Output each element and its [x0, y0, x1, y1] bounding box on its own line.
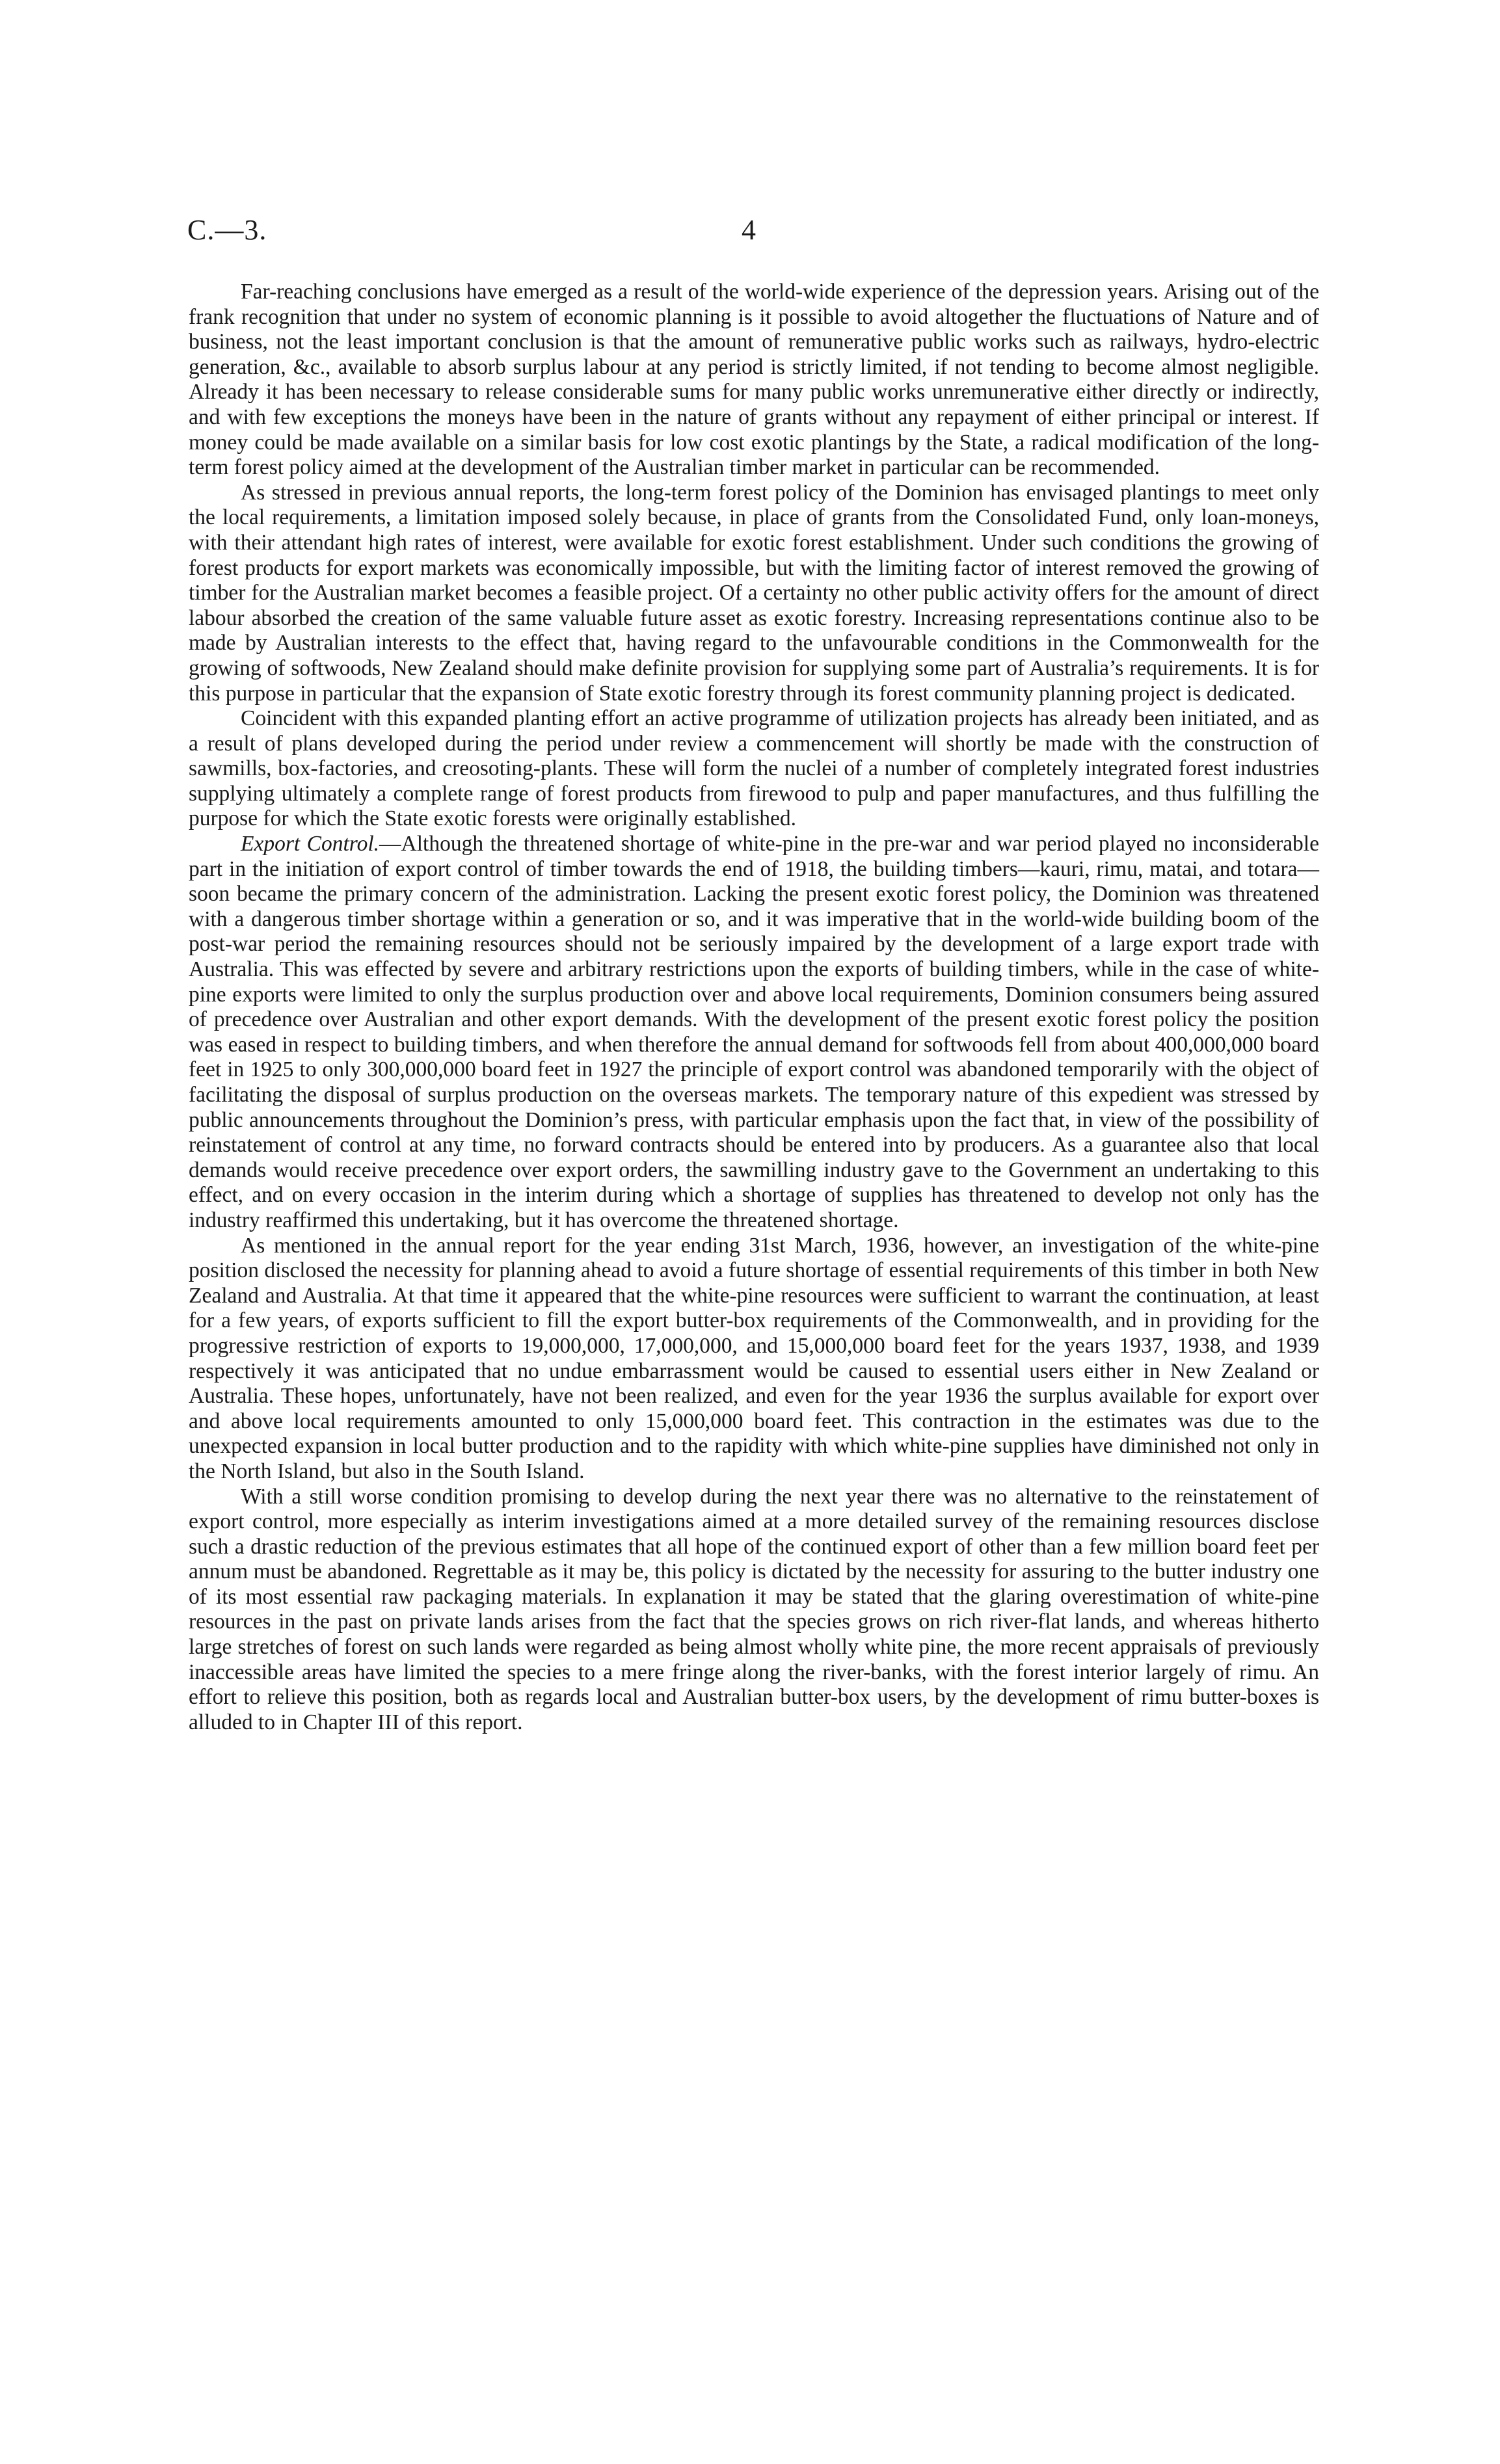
- paragraph-text: With a still worse condition promising to develop during the next year there was no alternative to the reinstatement of export control, more especially as interim investigations aimed at a more detailed survey of the remaining resources disclose such a drastic reduction of the previous estimates that all hope of the continued export of other than a few million board feet per annum must be abandoned. Regrettable as it may be, this policy is dictated by the necessity for assuring to the butter industry one of its most essential raw packaging materials. In explanation it may be stated that the glaring overestimation of white-pine resources in the past on private lands arises from the fact that the species grows on rich river-flat lands, and whereas hitherto large stretches of forest on such lands were regarded as being almost wholly white pine, the more recent appraisals of previously inaccessible areas have limited the species to a mere fringe along the river-banks, with the forest interior largely of rimu. An effort to relieve this position, both as regards local and Australian butter-box users, by the development of rimu butter-boxes is alluded to in Chapter III of this report.: [189, 1484, 1319, 1734]
- body-text: [189, 280, 1319, 1735]
- paragraph-export-control: [189, 832, 1319, 1234]
- paragraph-white-pine-position: [189, 1234, 1319, 1485]
- paragraph-utilization-projects: [189, 706, 1319, 832]
- side-heading: Export Control.: [241, 832, 380, 856]
- page-number: 4: [742, 214, 756, 246]
- document-reference: C.—3.: [187, 214, 267, 246]
- page-header: [187, 213, 1319, 252]
- paragraph-text: As stressed in previous annual reports, the long-term forest policy of the Dominion has envisaged plantings to meet only the local requirements, a limitation imposed solely because, in place of grants from the Consolidated Fund, only loan-moneys, with their attendant high rates of interest, were available for exotic forest establishment. Under such conditions the growing of forest products for export markets was economically impossible, but with the limiting factor of interest removed the growing of timber for the Australian market becomes a feasible project. Of a certainty no other public activity offers for the amount of direct labour absorbed the creation of the same valuable future asset as exotic forestry. Increasing representations continue also to be made by Australian interests to the effect that, having regard to the unfavourable conditions in the Commonwealth for the growing of softwoods, New Zealand should make definite provision for supplying some part of Australia’s requirements. It is for this purpose in particular that the expansion of State exotic forestry through its forest community planning project is dedicated.: [189, 480, 1319, 706]
- paragraph-reinstatement: [189, 1485, 1319, 1736]
- paragraph-text: Far-reaching conclusions have emerged as a result of the world-wide experience of the depression years. Arising out of the frank recognition that under no system of economic planning is it possible to avoid altogether the fluctuations of Nature and of business, not the least important conclusion is that the amount of remunerative public works such as railways, hydro-electric generation, &c., available to absorb surplus labour at any period is strictly limited, if not tending to become almost negligible. Already it has been necessary to release considerable sums for many public works unremunerative either directly or indirectly, and with few exceptions the moneys have been in the nature of grants without any repayment of either principal or interest. If money could be made available on a similar basis for low cost exotic plantings by the State, a radical modification of the long-term forest policy aimed at the development of the Australian timber market in particular can be recommended.: [189, 280, 1319, 480]
- paragraph-text: —Although the threatened shortage of white-pine in the pre-war and war period played no inconsiderable part in the initiation of export control of timber towards the end of 1918, the building timbers—kauri, rimu, matai, and totara—soon became the primary concern of the administration. Lacking the present exotic forest policy, the Dominion was threatened with a dangerous timber shortage within a generation or so, and it was imperative that in the world-wide building boom of the post-war period the remaining resources should not be seriously impaired by the development of a large export trade with Australia. This was effected by severe and arbitrary restrictions upon the exports of building timbers, while in the case of white-pine exports were limited to only the surplus production over and above local requirements, Dominion consumers being assured of precedence over Australian and other export demands. With the development of the present exotic forest policy the position was eased in respect to building timbers, and when therefore the annual demand for softwoods fell from about 400,000,000 board feet in 1925 to only 300,000,000 board feet in 1927 the principle of export control was abandoned temporarily with the object of facilitating the disposal of surplus production on the overseas markets. The temporary nature of this expedient was stressed by public announcements throughout the Dominion’s press, with particular emphasis upon the fact that, in view of the possibility of reinstatement of control at any time, no forward contracts should be entered into by producers. As a guarantee also that local demands would receive precedence over export orders, the sawmilling industry gave to the Government an undertaking to this effect, and on every occasion in the interim during which a shortage of supplies has threatened to develop not only has the industry reaffirmed this undertaking, but it has overcome the threatened shortage.: [189, 832, 1319, 1232]
- paragraph-forest-policy: [189, 481, 1319, 706]
- paragraph-text: As mentioned in the annual report for the year ending 31st March, 1936, however, an investigation of the white-pine position disclosed the necessity for planning ahead to avoid a future shortage of essential requirements of this timber in both New Zealand and Australia. At that time it appeared that the white-pine resources were sufficient to warrant the continuation, at least for a few years, of exports sufficient to fill the export butter-box requirements of the Commonwealth, and in providing for the progressive restriction of exports to 19,000,000, 17,000,000, and 15,000,000 board feet for the years 1937, 1938, and 1939 respectively it was anticipated that no undue embarrassment would be caused to essential users either in New Zealand or Australia. These hopes, unfortunately, have not been realized, and even for the year 1936 the surplus available for export over and above local requirements amounted to only 15,000,000 board feet. This contraction in the estimates was due to the unexpected expansion in local butter production and to the rapidity with which white-pine supplies have diminished not only in the North Island, but also in the South Island.: [189, 1233, 1319, 1483]
- paragraph-text: Coincident with this expanded planting effort an active programme of utilization projects has already been initiated, and as a result of plans developed during the period under review a commencement will shortly be made with the construction of sawmills, box-factories, and creosoting-plants. These will form the nuclei of a number of completely integrated forest industries supplying ultimately a complete range of forest products from firewood to pulp and paper manufactures, and thus fulfilling the purpose for which the State exotic forests were originally established.: [189, 706, 1319, 831]
- paragraph-depression-conclusions: [189, 280, 1319, 481]
